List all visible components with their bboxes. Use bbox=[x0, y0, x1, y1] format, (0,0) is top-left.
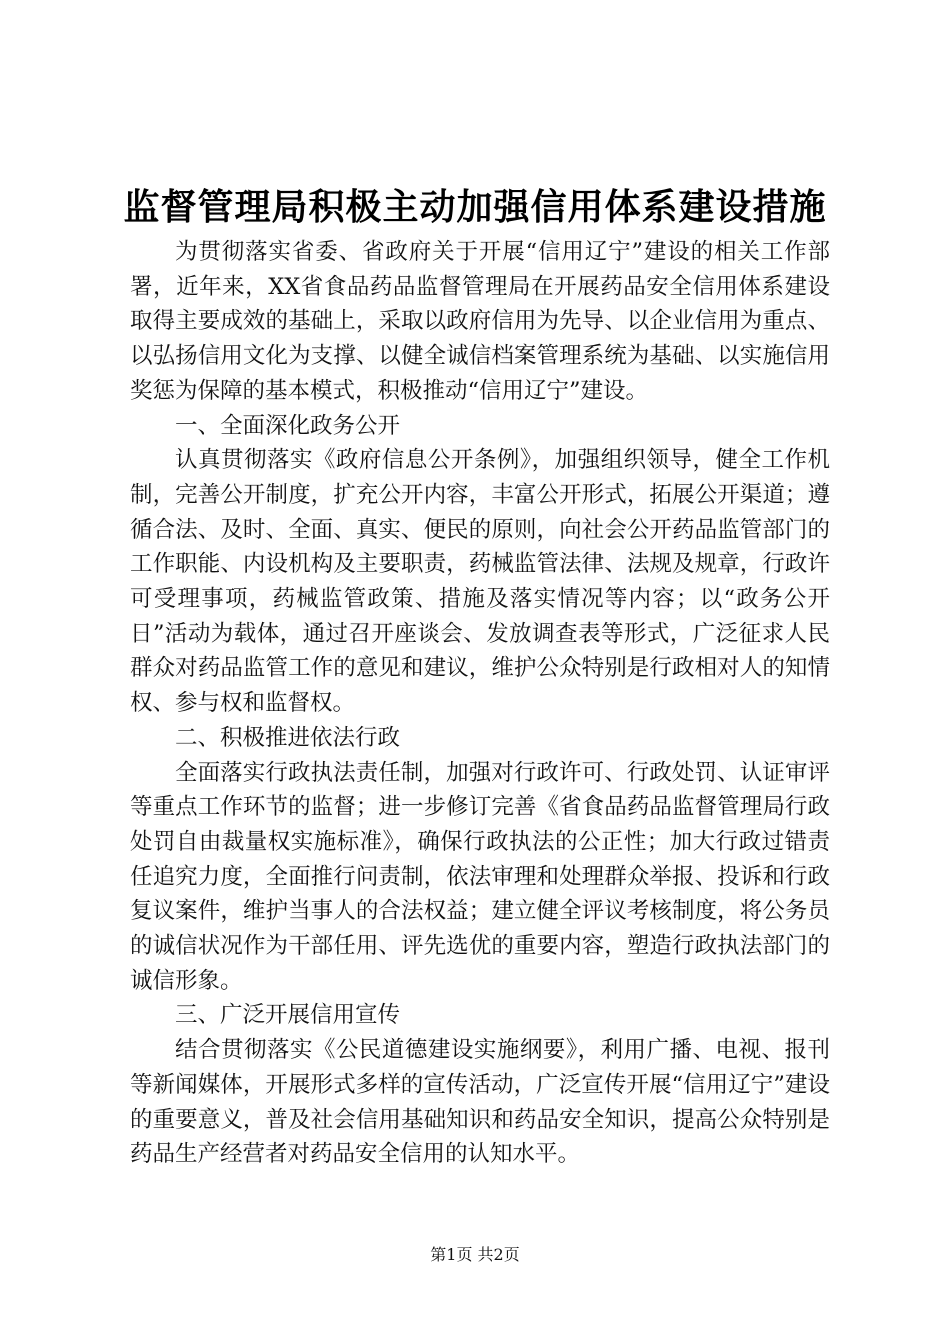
section-heading-2: 二、积极推进依法行政 bbox=[175, 724, 401, 751]
document-body bbox=[130, 235, 830, 1172]
section-heading-3: 三、广泛开展信用宣传 bbox=[175, 1002, 401, 1029]
section-heading-1: 一、全面深化政务公开 bbox=[175, 412, 401, 439]
section-paragraph-1: 认真贯彻落实《政府信息公开条例》，加强组织领导，健全工作机制，完善公开制度，扩充公开内容，丰富公开形式，拓展公开渠道；遵循合法、及时、全面、真实、便民的原则，向社会公开药品监管部门的工作职能、内设机构及主要职责，药械监管法律、法规及规章，行政许可受理事项，药械监管政策、措施及落实情况等内容；以“政务公开日”活动为载体，通过召开座谈会、发放调查表等形式，广泛征求人民群众对药品监管工作的意见和建议，维护公众特别是行政相对人的知情权、参与权和监督权。 bbox=[130, 447, 830, 717]
page-footer: 第1页 共2页 bbox=[430, 1245, 520, 1264]
section-paragraph-2: 全面落实行政执法责任制，加强对行政许可、行政处罚、认证审评等重点工作环节的监督；进一步修订完善《省食品药品监督管理局行政处罚自由裁量权实施标准》，确保行政执法的公正性；加大行政过错责任追究力度，全面推行问责制，依法审理和处理群众举报、投诉和行政复议案件，维护当事人的合法权益；建立健全评议考核制度，将公务员的诚信状况作为干部任用、评先选优的重要内容，塑造行政执法部门的诚信形象。 bbox=[130, 759, 830, 994]
document-title: 监督管理局积极主动加强信用体系建设措施 bbox=[123, 186, 827, 228]
intro-paragraph: 为贯彻落实省委、省政府关于开展“信用辽宁”建设的相关工作部署，近年来，XX省食品药品监督管理局在开展药品安全信用体系建设取得主要成效的基础上，采取以政府信用为先导、以企业信用为重点、以弘扬信用文化为支撑、以健全诚信档案管理系统为基础、以实施信用奖惩为保障的基本模式，积极推动“信用辽宁”建设。 bbox=[130, 239, 830, 404]
section-paragraph-3: 结合贯彻落实《公民道德建设实施纲要》，利用广播、电视、报刊等新闻媒体，开展形式多样的宣传活动，广泛宣传开展“信用辽宁”建设的重要意义，普及社会信用基础知识和药品安全知识，提高公众特别是药品生产经营者对药品安全信用的认知水平。 bbox=[130, 1037, 830, 1168]
